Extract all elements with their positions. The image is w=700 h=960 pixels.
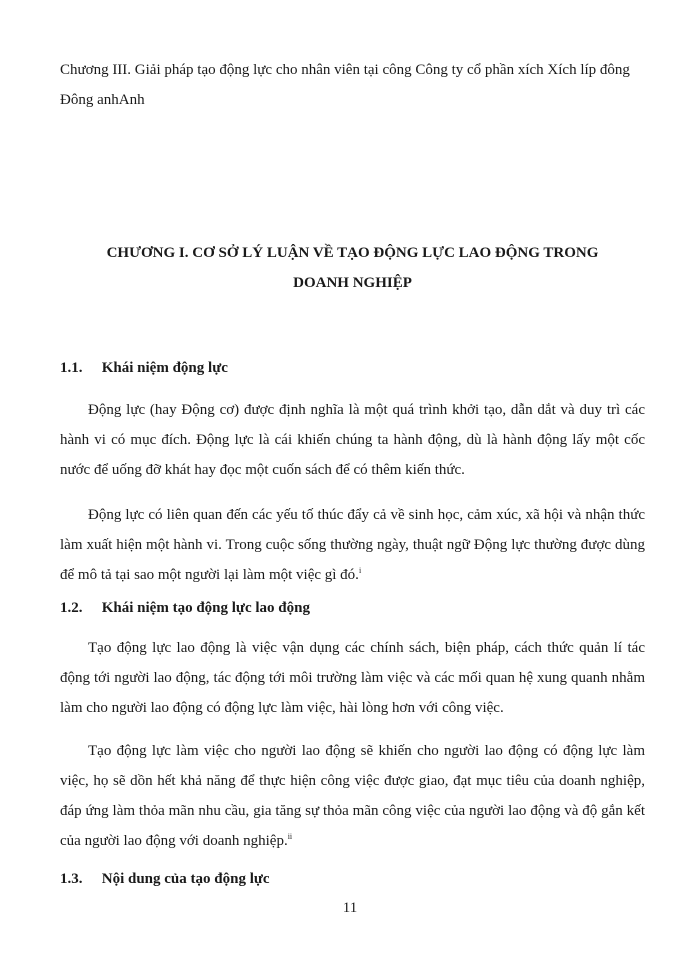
chapter-title	[60, 238, 645, 298]
section-heading-1-3	[60, 866, 645, 892]
paragraph-text: Động lực có liên quan đến các yếu tố thúc đẩy cả về sinh học, cảm xúc, xã hội và nhận thức làm xuất hiện một hành vi. Trong cuộc sống thường ngày, thuật ngữ Động lực thường được dùng để mô tả tại sao một người lại làm một việc gì đó.	[60, 507, 645, 583]
section-number: 1.3.	[60, 871, 83, 887]
section-heading-1-1	[60, 355, 645, 381]
toc-entry-chapter-3: Chương III. Giải pháp tạo động lực cho nhân viên tại công Công ty cổ phần xích Xích líp đông Đông anhAnh	[60, 62, 630, 108]
paragraph-text: Động lực (hay Động cơ) được định nghĩa là một quá trình khởi tạo, dẫn dắt và duy trì các hành vi có mục đích. Động lực là cái khiến chúng ta hành động, dù là hành động lấy một cốc nước để uống đỡ khát hay đọc một cuốn sách để có thêm kiến thức.	[60, 402, 645, 478]
section-number: 1.2.	[60, 600, 83, 616]
section-heading-1-2	[60, 595, 645, 621]
paragraph-text: Tạo động lực làm việc cho người lao động sẽ khiến cho người lao động có động lực làm việc, họ sẽ dồn hết khả năng để thực hiện công việc được giao, đạt mục tiêu của doanh nghiệp, đáp ứng làm thỏa mãn nhu cầu, gia tăng sự thỏa mãn công việc của người lao động và độ gắn kết của người lao động với doanh nghiệp.	[60, 743, 645, 849]
chapter-title-line-2: DOANH NGHIỆP	[293, 275, 412, 291]
page-number: 11	[342, 900, 358, 916]
section-title: Khái niệm tạo động lực lao động	[101, 600, 310, 616]
section-title: Khái niệm động lực	[101, 360, 228, 376]
chapter-title-line-1: CHƯƠNG I. CƠ SỞ LÝ LUẬN VỀ TẠO ĐỘNG LỰC LAO ĐỘNG TRONG	[106, 245, 599, 261]
paragraph-1-1-a	[60, 395, 645, 485]
paragraph-text: Tạo động lực lao động là việc vận dụng các chính sách, biện pháp, cách thức quản lí tác động tới người lao động, tác động tới môi trường làm việc và các mối quan hệ xung quanh nhằm làm cho người lao động có động lực làm việc, hài lòng hơn với công việc.	[60, 640, 645, 716]
endnote-marker[interactable]: ii	[287, 832, 293, 841]
paragraph-1-1-b	[60, 500, 645, 590]
paragraph-1-2-a	[60, 633, 645, 723]
paragraph-1-2-b	[60, 736, 645, 856]
endnote-marker[interactable]: i	[358, 566, 362, 575]
section-title: Nội dung của tạo động lực	[101, 871, 270, 887]
section-number: 1.1.	[60, 360, 83, 376]
